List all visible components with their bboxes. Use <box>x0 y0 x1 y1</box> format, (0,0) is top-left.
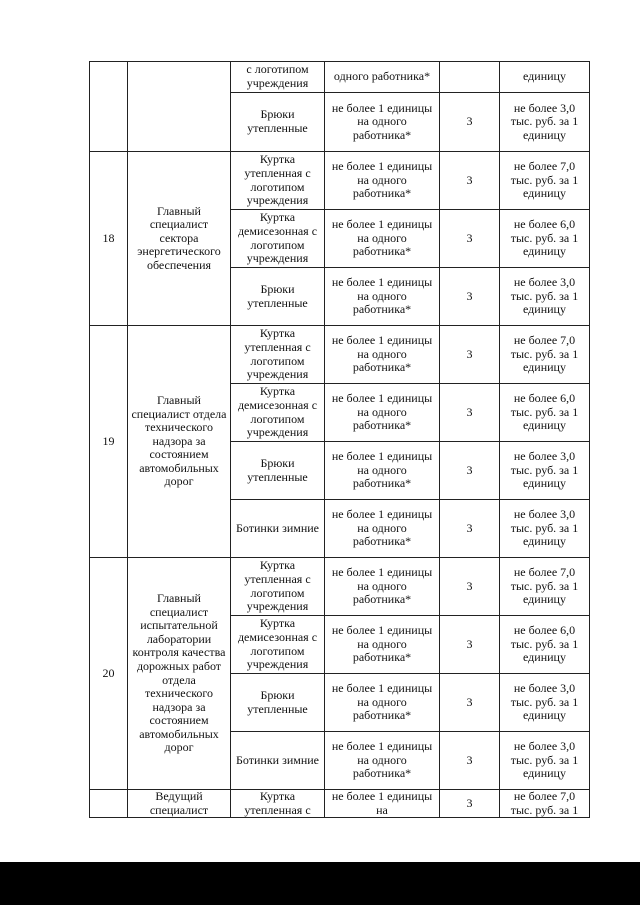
quantity-cell: одного работника* <box>325 62 440 93</box>
quantity-cell: не более 1 единицы на одного работника* <box>325 732 440 790</box>
cost-cell: единицу <box>500 62 590 93</box>
term-cell: 3 <box>440 732 500 790</box>
item-cell: Ботинки зимние <box>231 732 325 790</box>
scan-bottom-border <box>0 862 640 905</box>
quantity-cell: не более 1 единицы на <box>325 790 440 818</box>
table-row <box>90 326 590 384</box>
cost-cell: не более 3,0 тыс. руб. за 1 единицу <box>500 93 590 152</box>
clothing-allowance-table <box>89 61 590 818</box>
row-number: 20 <box>90 558 128 790</box>
quantity-cell: не более 1 единицы на одного работника* <box>325 558 440 616</box>
table-row <box>90 152 590 210</box>
term-cell: 3 <box>440 500 500 558</box>
item-cell: Куртка демисезонная с логотипом учреждения <box>231 210 325 268</box>
cost-cell: не более 3,0 тыс. руб. за 1 единицу <box>500 674 590 732</box>
term-cell: 3 <box>440 210 500 268</box>
term-cell: 3 <box>440 558 500 616</box>
position-cell: Главный специалист отдела технического надзора за состоянием автомобильных дорог <box>128 326 231 558</box>
quantity-cell: не более 1 единицы на одного работника* <box>325 384 440 442</box>
row-number <box>90 790 128 818</box>
item-cell: Брюки утепленные <box>231 93 325 152</box>
position-cell: Ведущий специалист <box>128 790 231 818</box>
item-cell: Куртка демисезонная с логотипом учреждения <box>231 384 325 442</box>
term-cell: 3 <box>440 442 500 500</box>
item-cell: Ботинки зимние <box>231 500 325 558</box>
quantity-cell: не более 1 единицы на одного работника* <box>325 442 440 500</box>
item-cell: Куртка демисезонная с логотипом учреждения <box>231 616 325 674</box>
cost-cell: не более 6,0 тыс. руб. за 1 единицу <box>500 210 590 268</box>
quantity-cell: не более 1 единицы на одного работника* <box>325 93 440 152</box>
cost-cell: не более 7,0 тыс. руб. за 1 единицу <box>500 558 590 616</box>
quantity-cell: не более 1 единицы на одного работника* <box>325 674 440 732</box>
item-cell: Брюки утепленные <box>231 674 325 732</box>
row-number <box>90 62 128 152</box>
term-cell: 3 <box>440 268 500 326</box>
quantity-cell: не более 1 единицы на одного работника* <box>325 152 440 210</box>
cost-cell: не более 7,0 тыс. руб. за 1 единицу <box>500 152 590 210</box>
item-cell: с логотипом учреждения <box>231 62 325 93</box>
quantity-cell: не более 1 единицы на одного работника* <box>325 326 440 384</box>
position-cell: Главный специалист сектора энергетического обеспечения <box>128 152 231 326</box>
term-cell: 3 <box>440 152 500 210</box>
item-cell: Куртка утепленная с логотипом учреждения <box>231 152 325 210</box>
position-cell: Главный специалист испытательной лаборатории контроля качества дорожных работ отдела технического надзора за состоянием автомобильных дорог <box>128 558 231 790</box>
table-row <box>90 790 590 818</box>
term-cell: 3 <box>440 384 500 442</box>
term-cell: 3 <box>440 674 500 732</box>
term-cell: 3 <box>440 93 500 152</box>
row-number: 19 <box>90 326 128 558</box>
item-cell: Брюки утепленные <box>231 268 325 326</box>
cost-cell: не более 6,0 тыс. руб. за 1 единицу <box>500 616 590 674</box>
cost-cell: не более 3,0 тыс. руб. за 1 единицу <box>500 732 590 790</box>
item-cell: Куртка утепленная с логотипом учреждения <box>231 326 325 384</box>
table-row <box>90 62 590 93</box>
item-cell: Брюки утепленные <box>231 442 325 500</box>
position-cell <box>128 62 231 152</box>
cost-cell: не более 3,0 тыс. руб. за 1 единицу <box>500 268 590 326</box>
cost-cell: не более 7,0 тыс. руб. за 1 единицу <box>500 326 590 384</box>
cost-cell: не более 6,0 тыс. руб. за 1 единицу <box>500 384 590 442</box>
quantity-cell: не более 1 единицы на одного работника* <box>325 268 440 326</box>
term-cell: 3 <box>440 790 500 818</box>
item-cell: Куртка утепленная с логотипом учреждения <box>231 558 325 616</box>
cost-cell: не более 7,0 тыс. руб. за 1 <box>500 790 590 818</box>
term-cell <box>440 62 500 93</box>
table-row <box>90 558 590 616</box>
item-cell: Куртка утепленная с <box>231 790 325 818</box>
quantity-cell: не более 1 единицы на одного работника* <box>325 616 440 674</box>
cost-cell: не более 3,0 тыс. руб. за 1 единицу <box>500 500 590 558</box>
term-cell: 3 <box>440 616 500 674</box>
quantity-cell: не более 1 единицы на одного работника* <box>325 500 440 558</box>
quantity-cell: не более 1 единицы на одного работника* <box>325 210 440 268</box>
row-number: 18 <box>90 152 128 326</box>
term-cell: 3 <box>440 326 500 384</box>
cost-cell: не более 3,0 тыс. руб. за 1 единицу <box>500 442 590 500</box>
